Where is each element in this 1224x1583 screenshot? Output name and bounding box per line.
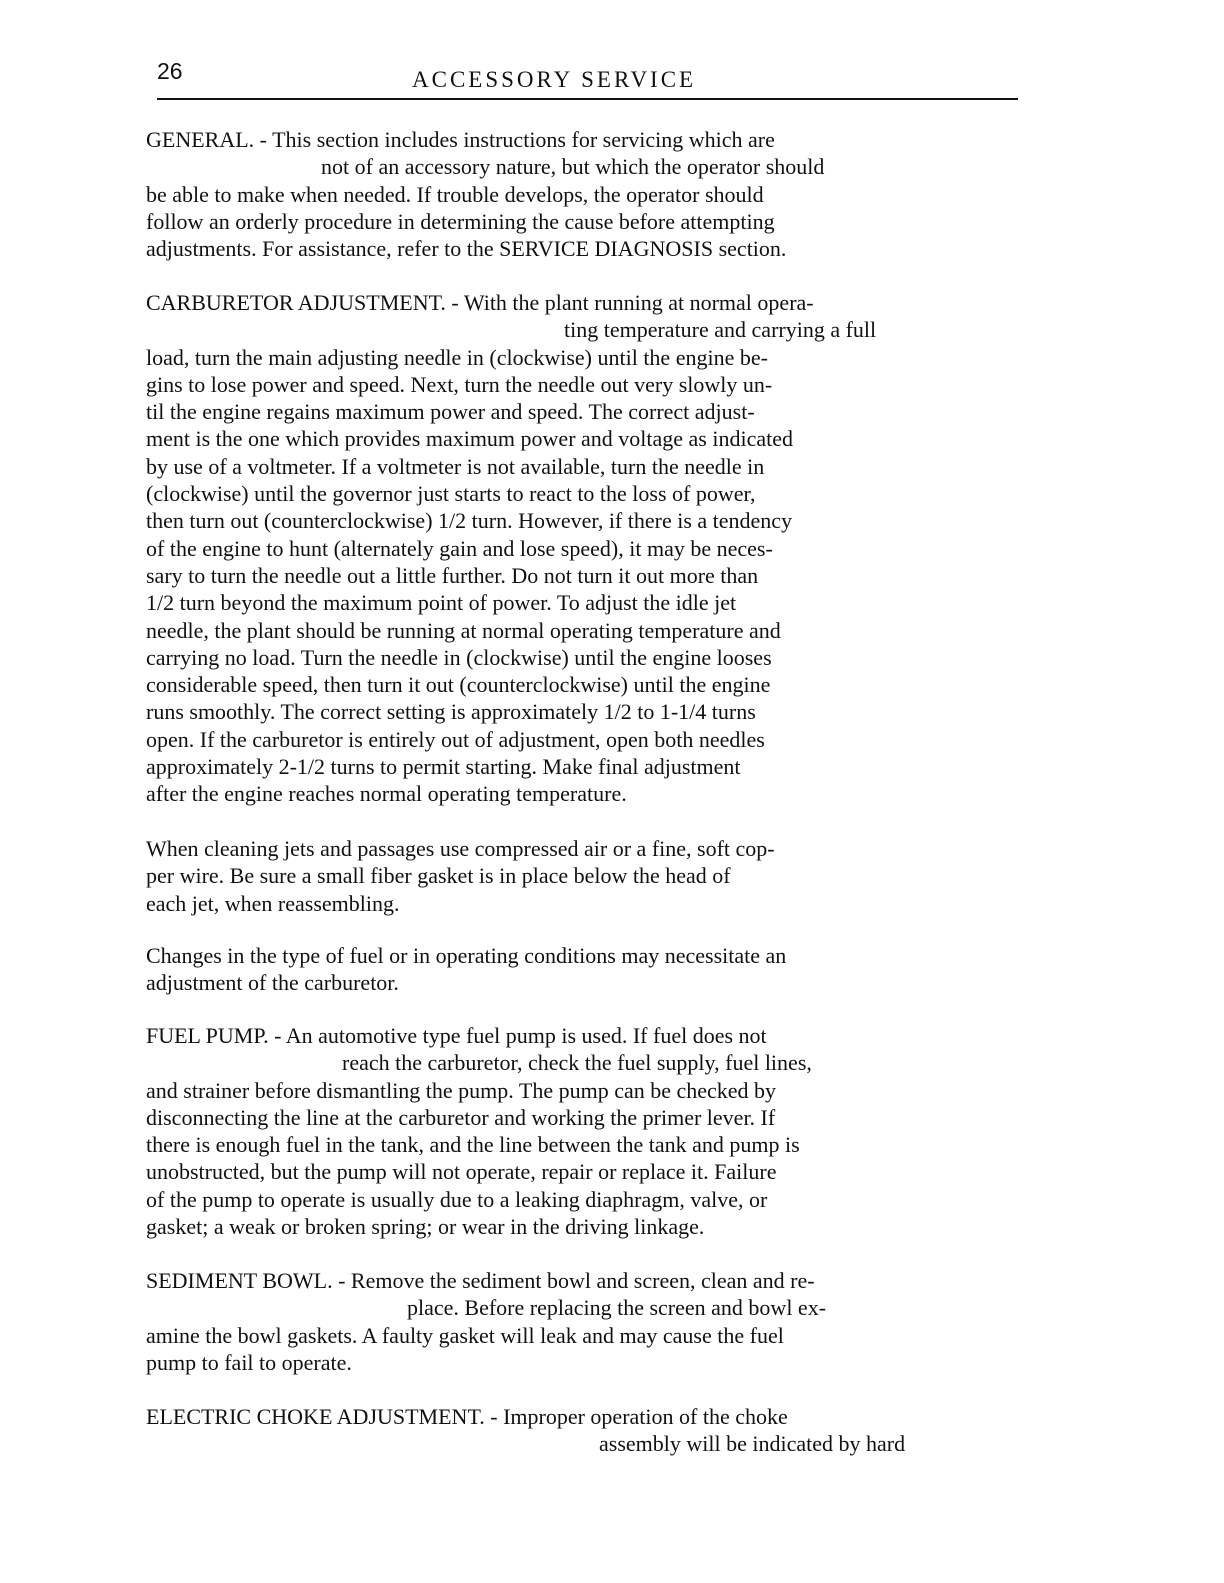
text-line: CARBURETOR ADJUSTMENT. - With the plant running at normal opera- — [146, 290, 814, 315]
text-line: load, turn the main adjusting needle in (clockwise) until the engine be- — [146, 344, 768, 370]
text-line: assembly will be indicated by hard — [599, 1431, 906, 1457]
text-line: by use of a voltmeter. If a voltmeter is not available, turn the needle in — [146, 453, 765, 479]
text-line: approximately 2-1/2 turns to permit starting. Make final adjustment — [146, 754, 741, 780]
text-line: When cleaning jets and passages use compressed air or a fine, soft cop- — [146, 836, 775, 861]
text-line: reach the carburetor, check the fuel supply, fuel lines, — [342, 1050, 812, 1076]
text-line: considerable speed, then turn it out (counterclockwise) until the engine — [146, 672, 771, 698]
text-line: of the engine to hunt (alternately gain and lose speed), it may be neces- — [146, 535, 773, 561]
text-line: unobstructed, but the pump will not operate, repair or replace it. Failure — [146, 1159, 777, 1185]
text-line: runs smoothly. The correct setting is approximately 1/2 to 1-1/4 turns — [146, 699, 756, 725]
text-line: each jet, when reassembling. — [146, 890, 400, 916]
text-line: there is enough fuel in the tank, and the line between the tank and pump is — [146, 1132, 800, 1158]
section-general — [146, 126, 1051, 262]
text-line: of the pump to operate is usually due to a leaking diaphragm, valve, or — [146, 1186, 768, 1212]
text-line: per wire. Be sure a small fiber gasket is in place below the head of — [146, 863, 731, 889]
text-line: after the engine reaches normal operating temperature. — [146, 781, 627, 807]
text-line: ELECTRIC CHOKE ADJUSTMENT. - Improper operation of the choke — [146, 1404, 788, 1429]
section-electric-choke — [146, 1403, 1051, 1458]
text-line: SEDIMENT BOWL. - Remove the sediment bowl and screen, clean and re- — [146, 1268, 815, 1293]
text-line: FUEL PUMP. - An automotive type fuel pump is used. If fuel does not — [146, 1023, 767, 1048]
text-line: adjustment of the carburetor. — [146, 970, 399, 996]
text-line: place. Before replacing the screen and bowl ex- — [407, 1295, 827, 1321]
text-line: 1/2 turn beyond the maximum point of power. To adjust the idle jet — [146, 590, 737, 616]
text-line: amine the bowl gaskets. A faulty gasket will leak and may cause the fuel — [146, 1322, 784, 1348]
text-line: Changes in the type of fuel or in operating conditions may necessitate an — [146, 943, 787, 968]
text-line: disconnecting the line at the carburetor and working the primer lever. If — [146, 1104, 776, 1130]
text-line: be able to make when needed. If trouble develops, the operator should — [146, 181, 764, 207]
text-line: and strainer before dismantling the pump. The pump can be checked by — [146, 1077, 777, 1103]
page-header — [157, 58, 1018, 100]
text-line: (clockwise) until the governor just starts to react to the loss of power, — [146, 481, 756, 507]
text-line: not of an accessory nature, but which the operator should — [321, 154, 825, 180]
text-line: carrying no load. Turn the needle in (clockwise) until the engine looses — [146, 644, 772, 670]
text-line: GENERAL. - This section includes instructions for servicing which are — [146, 127, 775, 152]
section-cleaning-jets — [146, 835, 1051, 917]
section-carburetor-adjustment — [146, 289, 1051, 808]
section-fuel-pump — [146, 1022, 1051, 1240]
text-line: gasket; a weak or broken spring; or wear in the driving linkage. — [146, 1214, 705, 1240]
text-line: til the engine regains maximum power and speed. The correct adjust- — [146, 399, 755, 425]
text-line: adjustments. For assistance, refer to the SERVICE DIAGNOSIS section. — [146, 236, 787, 262]
page-number: 26 — [157, 58, 183, 84]
text-line: gins to lose power and speed. Next, turn the needle out very slowly un- — [146, 371, 773, 397]
text-line: needle, the plant should be running at normal operating temperature and — [146, 617, 781, 643]
text-line: pump to fail to operate. — [146, 1349, 352, 1375]
text-line: sary to turn the needle out a little further. Do not turn it out more than — [146, 562, 759, 588]
page-title: ACCESSORY SERVICE — [412, 67, 697, 92]
text-line: then turn out (counterclockwise) 1/2 turn. However, if there is a tendency — [146, 508, 793, 534]
text-line: ment is the one which provides maximum power and voltage as indicated — [146, 426, 794, 452]
text-line: follow an orderly procedure in determining the cause before attempting — [146, 208, 775, 234]
text-line: ting temperature and carrying a full — [564, 317, 877, 343]
section-fuel-changes — [146, 942, 1051, 997]
text-line: open. If the carburetor is entirely out of adjustment, open both needles — [146, 726, 765, 752]
section-sediment-bowl — [146, 1267, 1051, 1376]
